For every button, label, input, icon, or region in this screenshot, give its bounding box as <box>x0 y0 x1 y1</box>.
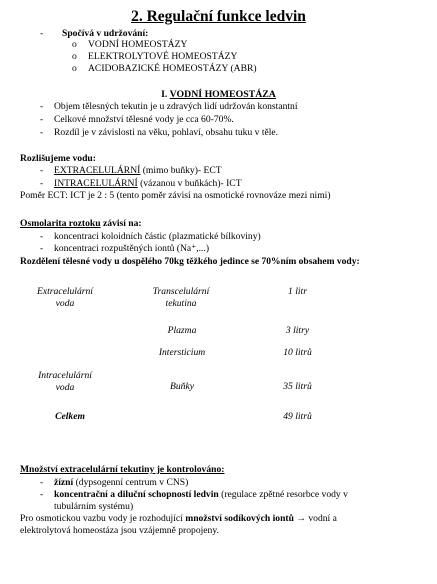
table-value-total: 49 litrů <box>283 411 312 422</box>
sodium-paragraph: Pro osmotickou vazbu vody je rozhodující množství sodíkových iontů → vodní a <box>20 513 337 524</box>
dash-bullet: - <box>40 165 44 176</box>
table-value-cells: 35 litrů <box>283 381 312 392</box>
distribution-heading: Rozdělení tělesné vody u dospělého 70kg těžkého jedince se 70%ním obsahem vody: <box>20 257 360 267</box>
circle-bullet: o <box>72 51 77 62</box>
ecf-control-thirst: žízní (dypsogenní centrum v CNS) <box>54 477 189 488</box>
dash-bullet: - <box>40 28 44 39</box>
circle-bullet: o <box>72 39 77 50</box>
page-title: 2. Regulační funkce ledvin <box>131 8 306 25</box>
ecf-control-kidney: koncentrační a diluční schopností ledvin (regulace zpětné resorbce vody v <box>54 489 348 500</box>
sodium-paragraph-cont: elektrolytová homeostáza jsou vzájemně propojeny. <box>20 525 219 536</box>
table-row-plasma: Plazma <box>167 325 197 336</box>
table-row-interstitium: Intersticium <box>158 347 206 358</box>
dash-bullet: - <box>40 101 44 112</box>
intro-item-electrolyte: ELEKTROLYTOVÉ HOMEOSTÁZY <box>88 51 238 62</box>
table-value-interstitium: 10 litrů <box>283 347 312 358</box>
ecf-control-heading: Množství extracelulární tekutiny je kontrolováno: <box>20 464 225 475</box>
distinguish-ecf: EXTRACELULÁRNÍ (mimo buňky)- ECT <box>54 165 222 176</box>
distinguish-heading: Rozlišujeme vodu: <box>20 153 96 164</box>
intro-heading: Spočívá v udržování: <box>62 28 149 39</box>
table-row-cells: Buňky <box>170 381 194 392</box>
ecf-icf-ratio: Poměr ECT: ICT je 2 : 5 (tento poměr závisí na osmotické rovnováze mezi nimi) <box>20 190 331 201</box>
table-value-transcellular: 1 litr <box>288 286 307 297</box>
distinguish-icf: INTRACELULÁRNÍ (vázanou v buňkách)- ICT <box>54 178 242 189</box>
dash-bullet: - <box>40 178 44 189</box>
table-row-total: Celkem <box>55 411 85 422</box>
dash-bullet: - <box>40 114 44 125</box>
water-item-1: Objem tělesných tekutin je u zdravých lidí udržován konstantní <box>54 101 298 112</box>
osmolarity-item-1: koncentraci koloidních částic (plazmatické bílkoviny) <box>54 231 261 242</box>
dash-bullet: - <box>40 489 44 500</box>
dash-bullet: - <box>40 127 44 138</box>
table-col-intracellular: Intracelulární voda <box>38 370 92 393</box>
osmolarity-item-2: koncentraci rozpuštěných iontů (Na⁺,...) <box>54 243 210 254</box>
water-item-3: Rozdíl je v závislosti na věku, pohlaví, obsahu tuku v těle. <box>54 127 279 138</box>
intro-item-acidbase: ACIDOBAZICKÉ HOMEOSTÁZY (ABR) <box>88 63 257 74</box>
ecf-control-kidney-cont: tubulárním systému) <box>54 501 134 512</box>
dash-bullet: - <box>40 231 44 242</box>
table-value-plasma: 3 litry <box>285 325 310 336</box>
dash-bullet: - <box>40 477 44 488</box>
table-col-extracellular: Extracelulární voda <box>37 286 93 309</box>
circle-bullet: o <box>72 63 77 74</box>
table-col-transcellular: Transcelulární tekutina <box>152 286 210 309</box>
intro-item-water: VODNÍ HOMEOSTÁZY <box>88 39 188 50</box>
osmolarity-heading: Osmolarita roztoku závisí na: <box>20 218 142 229</box>
water-item-2: Celkové množství tělesné vody je cca 60-70%. <box>54 114 234 125</box>
dash-bullet: - <box>40 243 44 254</box>
section-heading-water: I. VODNÍ HOMEOSTÁZA <box>161 89 276 100</box>
